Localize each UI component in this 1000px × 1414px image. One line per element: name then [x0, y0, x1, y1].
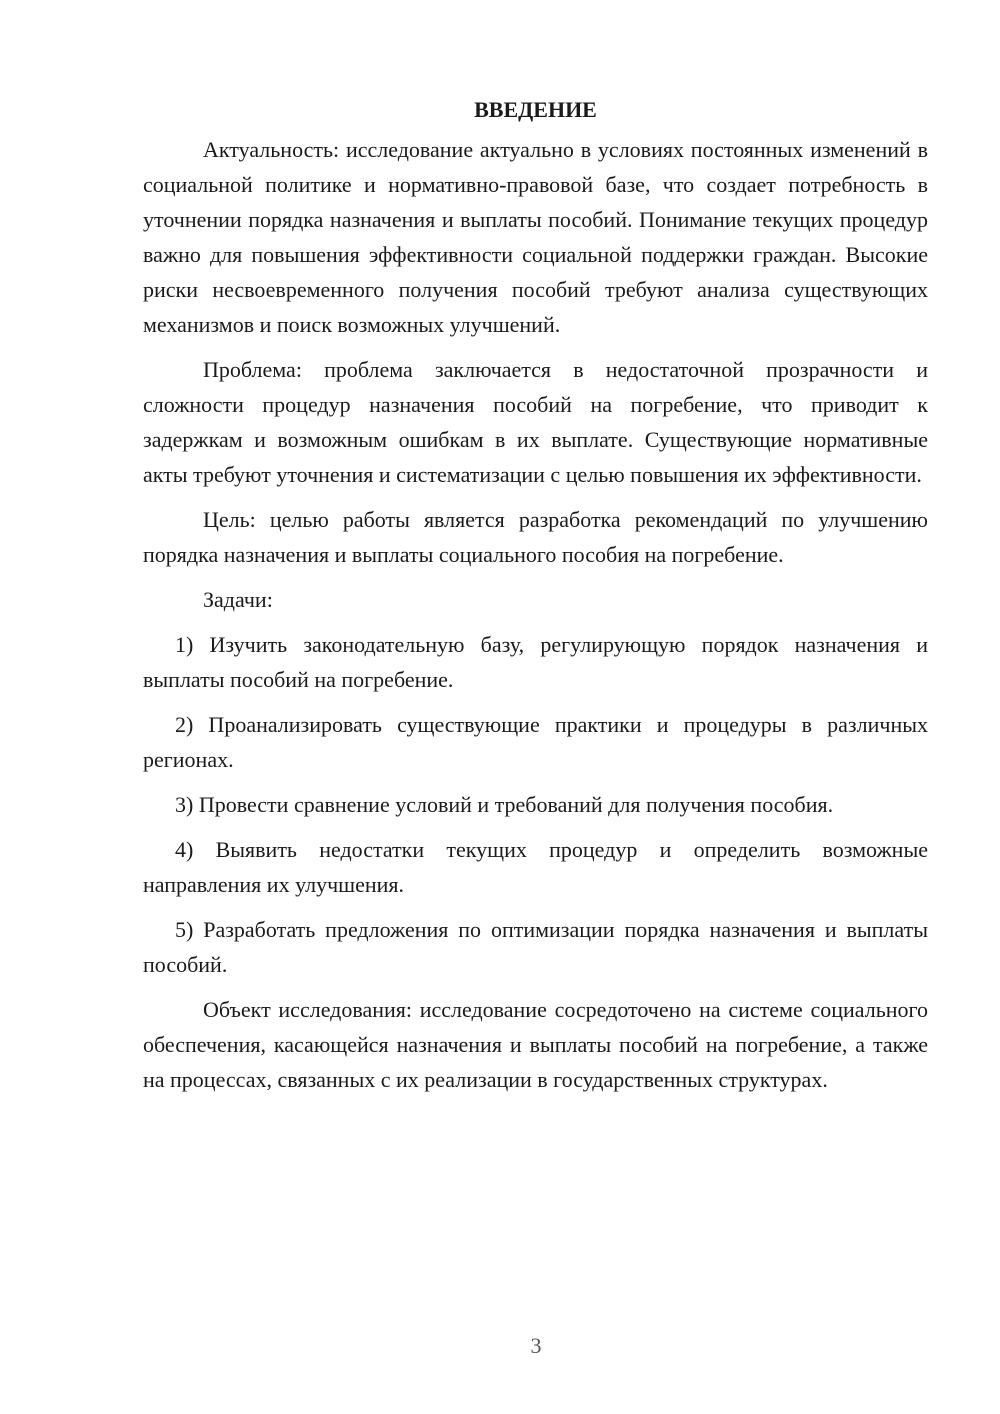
- problem-paragraph: Проблема: проблема заключается в недостаточной прозрачности и сложности процедур назначения пособий на погребение, что приводит к задержкам и возможным ошибкам в их выплате. Существующие нормативные акты требуют уточнения и систематизации с целью повышения их эффективности.: [143, 357, 928, 487]
- relevance-paragraph: Актуальность: исследование актуально в условиях постоянных изменений в социальной политике и нормативно-правовой базе, что создает потребность в уточнении порядка назначения и выплаты пособий. Понимание текущих процедур важно для повышения эффективности социальной поддержки граждан. Высокие риски несвоевременного получения пособий требуют анализа существующих механизмов и поиск возможных улучшений.: [143, 137, 928, 337]
- goal-paragraph: Цель: целью работы является разработка рекомендаций по улучшению порядка назначения и выплаты социального пособия на погребение.: [143, 507, 928, 567]
- task-item: 3) Провести сравнение условий и требований для получения пособия.: [175, 792, 834, 817]
- page-number: 3: [530, 1333, 542, 1358]
- task-item: 1) Изучить законодательную базу, регулирующую порядок назначения и выплаты пособий на погребение.: [143, 632, 928, 692]
- tasks-label: Задачи:: [203, 587, 273, 612]
- document-page: [143, 92, 928, 1107]
- section-heading: ВВЕДЕНИЕ: [474, 97, 597, 122]
- object-paragraph: Объект исследования: исследование сосредоточено на системе социального обеспечения, касающейся назначения и выплаты пособий на погребение, а также на процессах, связанных с их реализации в государственных структурах.: [143, 997, 928, 1092]
- task-item: 4) Выявить недостатки текущих процедур и определить возможные направления их улучшения.: [143, 837, 928, 897]
- tasks-list: [143, 627, 928, 982]
- task-item: 2) Проанализировать существующие практики и процедуры в различных регионах.: [143, 712, 928, 772]
- task-item: 5) Разработать предложения по оптимизации порядка назначения и выплаты пособий.: [143, 917, 928, 977]
